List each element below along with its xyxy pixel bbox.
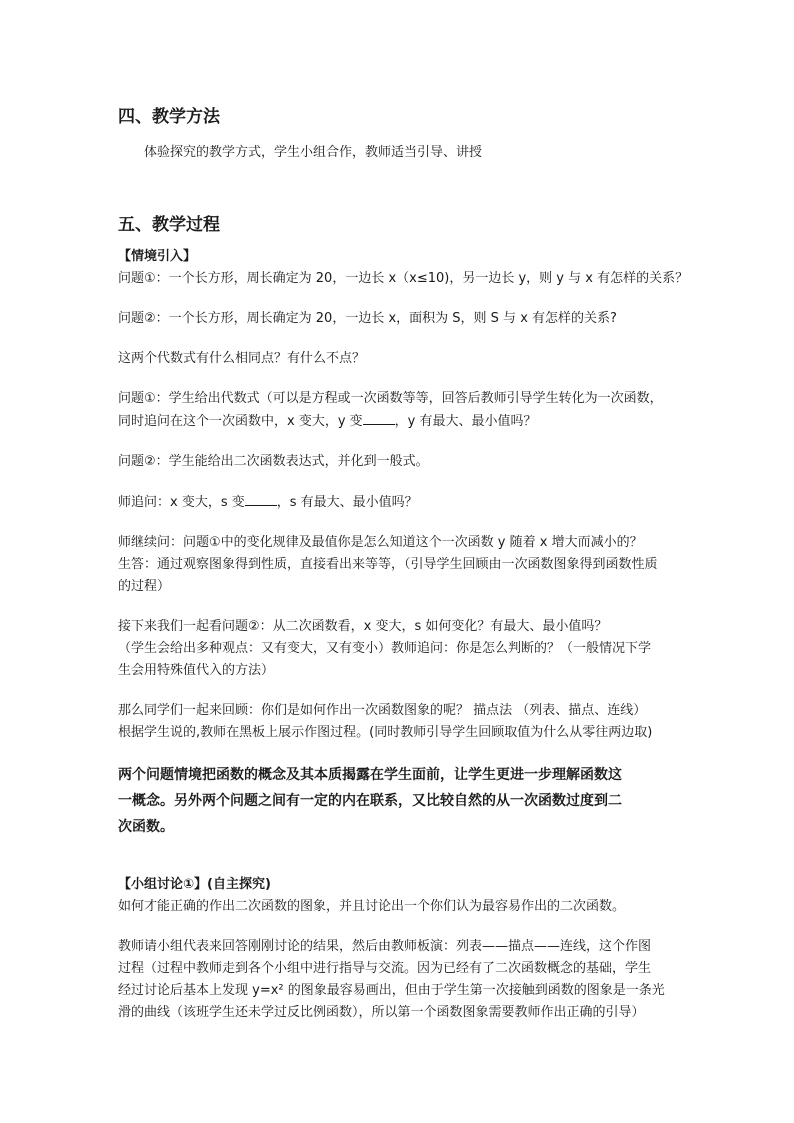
answer-1-line-1: 问题①：学生给出代数式（可以是方程或一次函数等等，回答后教师引导学生转化为一次函数， <box>118 391 663 406</box>
recall-line-1: 那么同学们一起来回顾：你们是如何作出一次函数图象的呢？ 描点法 （列表、描点、连线） <box>118 703 647 718</box>
last-line-1: 教师请小组代表来回答刚刚讨论的结果，然后由教师板演：列表——描点——连线，这个作图 <box>118 939 652 954</box>
next-line-1: 接下来我们一起看问题②：从二次函数看，x 变大，s 如何变化？有最大、最小值吗？ <box>118 619 608 634</box>
last-line-2: 过程（过程中教师走到各个小组中进行指导与交流。因为已经有了二次函数概念的基础，学生 <box>118 961 652 976</box>
answer-2: 问题②：学生能给出二次函数表达式，并化到一般式。 <box>118 454 429 469</box>
question-2: 问题②：一个长方形，周长确定为 20，一边长 x，面积为 S，则 S 与 x 有怎样的关系? <box>118 311 617 326</box>
fill-blank <box>363 410 395 425</box>
continue-line-1: 师继续问：问题①中的变化规律及最值你是怎么知道这个一次函数 y 随着 x 增大而减小的？ <box>118 535 643 550</box>
document-body <box>118 104 718 1024</box>
section-5-heading: 五、教学过程 <box>118 215 220 235</box>
summary-line-3: 次函数。 <box>118 819 174 835</box>
continue-line-3: 的过程） <box>118 579 171 594</box>
summary-line-1: 两个问题情境把函数的概念及其本质揭露在学生面前，让学生更进一步理解函数这 <box>118 767 622 783</box>
answer-1-line-2-post: ，y 有最大、最小值吗？ <box>394 414 537 429</box>
last-line-3: 经过讨论后基本上发现 y=x² 的图象最容易画出，但由于学生第一次接触到函数的图象是一条光 <box>118 983 665 998</box>
continue-line-2: 生答：通过观察图象得到性质，直接看出来等等，（引导学生回顾由一次函数图象得到函数性质 <box>118 557 658 572</box>
section-4-heading: 四、教学方法 <box>118 107 220 127</box>
recall-line-2: 根据学生说的,教师在黑板上展示作图过程。(同时教师引导学生回顾取值为什么从零往两边取) <box>118 725 653 740</box>
discussion-text: 如何才能正确的作出二次函数的图象，并且讨论出一个你们认为最容易作出的二次函数。 <box>118 899 626 914</box>
next-line-2: （学生会给出多种观点：又有变大，又有变小）教师追问：你是怎么判断的？（一般情况下学 <box>118 641 652 656</box>
last-line-4: 滑的曲线（该班学生还未学过反比例函数），所以第一个函数图象需要教师作出正确的引导） <box>118 1005 645 1020</box>
discussion-label: 【小组讨论①】(自主探究) <box>118 877 271 892</box>
next-line-3: 生会用特殊值代入的方法） <box>118 663 275 678</box>
fill-blank <box>245 491 277 506</box>
answer-1-line-2 <box>118 410 718 433</box>
question-1: 问题①：一个长方形，周长确定为 20，一边长 x（x≤10)，另一边长 y，则 y 与 x 有怎样的关系？ <box>118 271 689 286</box>
section-4-text: 体验探究的教学方式，学生小组合作，教师适当引导、讲授 <box>144 145 483 160</box>
summary-line-2: 一概念。另外两个问题之间有一定的内在联系，又比较自然的从一次函数过度到二 <box>118 793 622 809</box>
question-3: 这两个代数式有什么相同点？有什么不点？ <box>118 351 366 366</box>
answer-1-line-2-pre: 同时追问在这个一次函数中，x 变大，y 变 <box>118 414 363 429</box>
teacher-question-pre: 师追问：x 变大，s 变 <box>118 495 245 510</box>
teacher-question <box>118 491 718 514</box>
teacher-question-post: ，s 有最大、最小值吗？ <box>276 495 418 510</box>
intro-label: 【情境引入】 <box>118 249 197 264</box>
